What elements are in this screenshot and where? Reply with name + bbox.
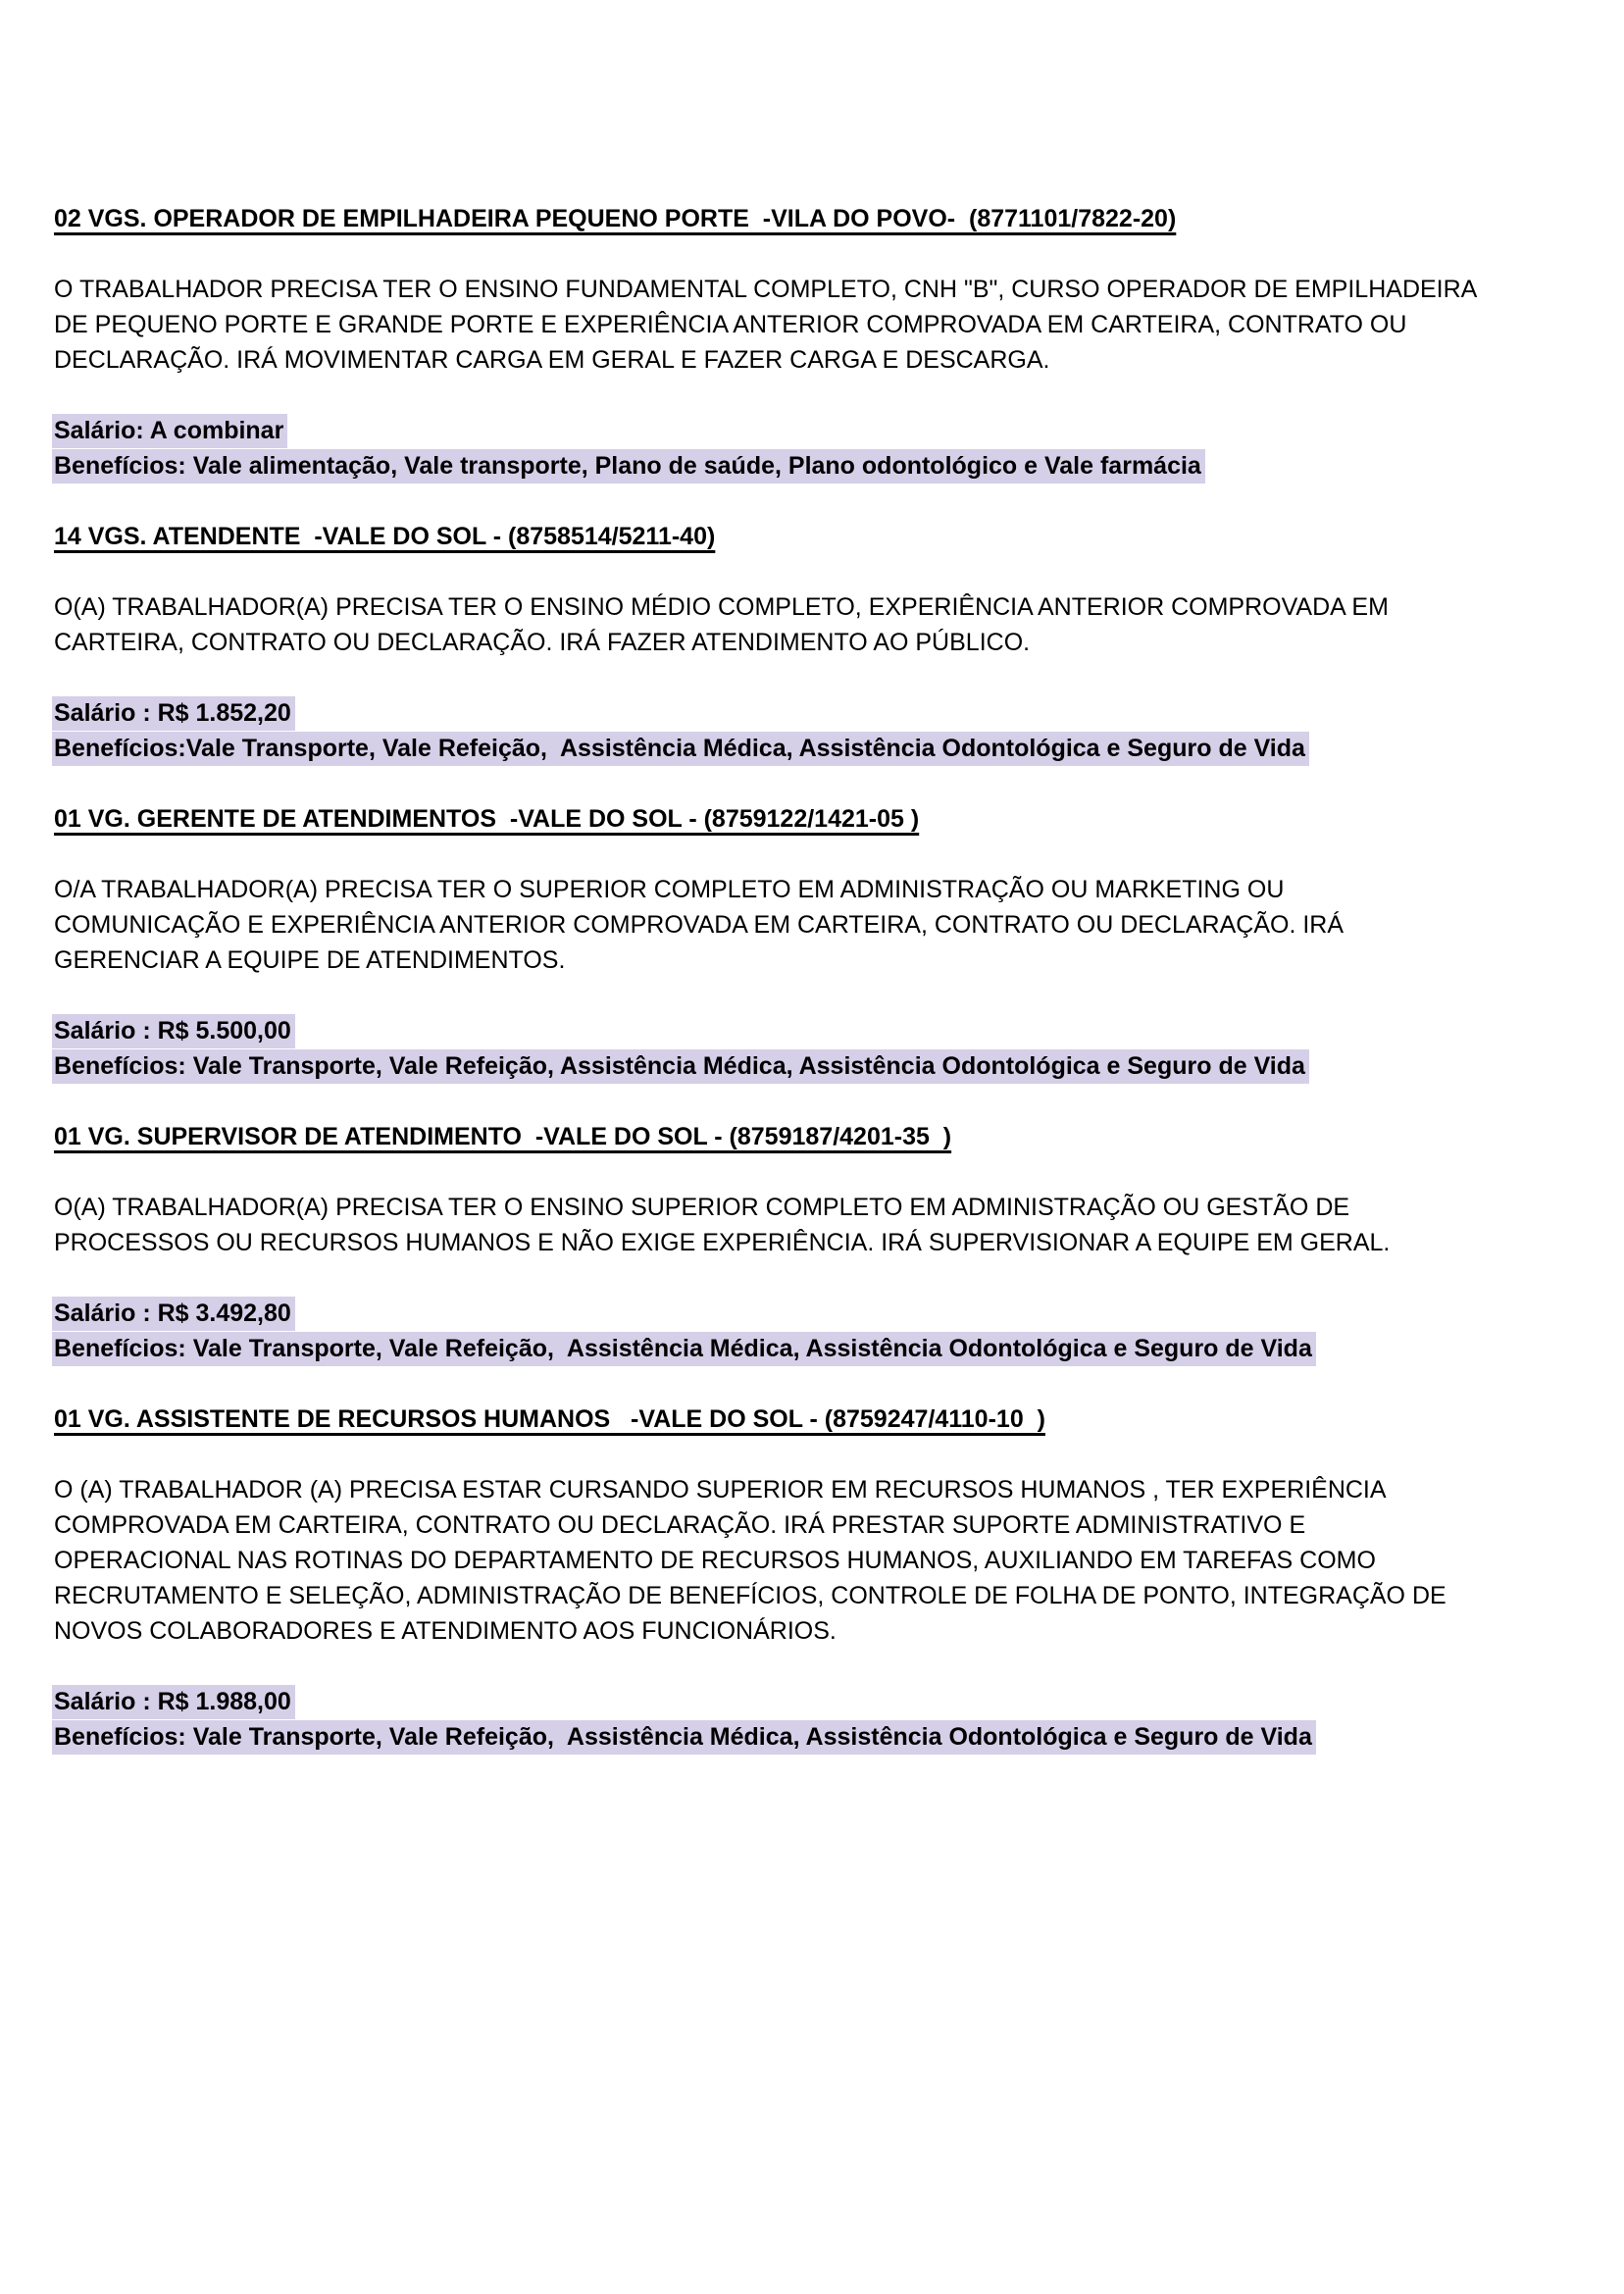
job-listing [54, 519, 1477, 766]
job-listing [54, 201, 1483, 484]
salary-highlight: Salário : R$ 3.492,80 [52, 1297, 295, 1331]
salary-highlight: Salário : R$ 5.500,00 [52, 1014, 295, 1048]
salary-highlight: Salário : R$ 1.852,20 [52, 696, 295, 731]
salary-highlight: Salário : R$ 1.988,00 [52, 1685, 295, 1719]
job-vacancy-heading: 01 VG. SUPERVISOR DE ATENDIMENTO -VALE DO SOL - (8759187/4201-35 ) [54, 1123, 952, 1150]
job-listing [54, 1402, 1477, 1755]
benefits-highlight: Benefícios: Vale Transporte, Vale Refeição, Assistência Médica, Assistência Odontológica e Seguro de Vida [52, 1049, 1309, 1084]
benefits-highlight: Benefícios: Vale Transporte, Vale Refeição, Assistência Médica, Assistência Odontológica e Seguro de Vida [52, 1332, 1316, 1366]
benefits-highlight: Benefícios:Vale Transporte, Vale Refeição, Assistência Médica, Assistência Odontológica e Seguro de Vida [52, 732, 1309, 766]
job-listing [54, 1119, 1477, 1366]
job-vacancy-heading: 01 VG. ASSISTENTE DE RECURSOS HUMANOS -VALE DO SOL - (8759247/4110-10 ) [54, 1405, 1045, 1433]
job-vacancy-heading: 01 VG. GERENTE DE ATENDIMENTOS -VALE DO SOL - (8759122/1421-05 ) [54, 805, 920, 833]
salary-line [54, 1296, 1477, 1331]
benefits-highlight: Benefícios: Vale Transporte, Vale Refeição, Assistência Médica, Assistência Odontológica e Seguro de Vida [52, 1720, 1316, 1755]
job-vacancy-heading: 02 VGS. OPERADOR DE EMPILHADEIRA PEQUENO PORTE -VILA DO POVO- (8771101/7822-20) [54, 205, 1177, 232]
job-description: O TRABALHADOR PRECISA TER O ENSINO FUNDAMENTAL COMPLETO, CNH "B", CURSO OPERADOR DE EMPILHADEIRA DE PEQUENO PORTE E GRANDE PORTE E EXPERIÊNCIA ANTERIOR COMPROVADA EM CARTEIRA, CONTRATO OU DECLARAÇÃO. IRÁ MOVIMENTAR CARGA EM GERAL E FAZER CARGA E DESCARGA. [54, 276, 1483, 374]
benefits-line [54, 731, 1477, 766]
salary-line [54, 1013, 1477, 1048]
benefits-line [54, 448, 1477, 484]
job-description: O (A) TRABALHADOR (A) PRECISA ESTAR CURSANDO SUPERIOR EM RECURSOS HUMANOS , TER EXPERIÊNCIA COMPROVADA EM CARTEIRA, CONTRATO OU DECLARAÇÃO. IRÁ PRESTAR SUPORTE ADMINISTRATIVO E OPERACIONAL NAS ROTINAS DO DEPARTAMENTO DE RECURSOS HUMANOS, AUXILIANDO EM TAREFAS COMO RECRUTAMENTO E SELEÇÃO, ADMINISTRAÇÃO DE BENEFÍCIOS, CONTROLE DE FOLHA DE PONTO, INTEGRAÇÃO DE NOVOS COLABORADORES E ATENDIMENTO AOS FUNCIONÁRIOS. [54, 1476, 1453, 1645]
benefits-line [54, 1331, 1477, 1366]
job-description: O/A TRABALHADOR(A) PRECISA TER O SUPERIOR COMPLETO EM ADMINISTRAÇÃO OU MARKETING OU COMUNICAÇÃO E EXPERIÊNCIA ANTERIOR COMPROVADA EM CARTEIRA, CONTRATO OU DECLARAÇÃO. IRÁ GERENCIAR A EQUIPE DE ATENDIMENTOS. [54, 876, 1350, 974]
salary-line [54, 413, 1477, 448]
job-listing [54, 801, 1477, 1084]
job-vacancy-heading: 14 VGS. ATENDENTE -VALE DO SOL - (8758514/5211-40) [54, 523, 716, 550]
salary-line [54, 695, 1477, 731]
job-description: O(A) TRABALHADOR(A) PRECISA TER O ENSINO MÉDIO COMPLETO, EXPERIÊNCIA ANTERIOR COMPROVADA EM CARTEIRA, CONTRATO OU DECLARAÇÃO. IRÁ FAZER ATENDIMENTO AO PÚBLICO. [54, 593, 1396, 656]
salary-line [54, 1684, 1477, 1719]
benefits-line [54, 1719, 1477, 1755]
job-description: O(A) TRABALHADOR(A) PRECISA TER O ENSINO SUPERIOR COMPLETO EM ADMINISTRAÇÃO OU GESTÃO DE PROCESSOS OU RECURSOS HUMANOS E NÃO EXIGE EXPERIÊNCIA. IRÁ SUPERVISIONAR A EQUIPE EM GERAL. [54, 1194, 1391, 1256]
benefits-highlight: Benefícios: Vale alimentação, Vale transporte, Plano de saúde, Plano odontológico e Vale farmácia [52, 449, 1205, 484]
salary-highlight: Salário: A combinar [52, 414, 287, 448]
benefits-line [54, 1048, 1477, 1084]
